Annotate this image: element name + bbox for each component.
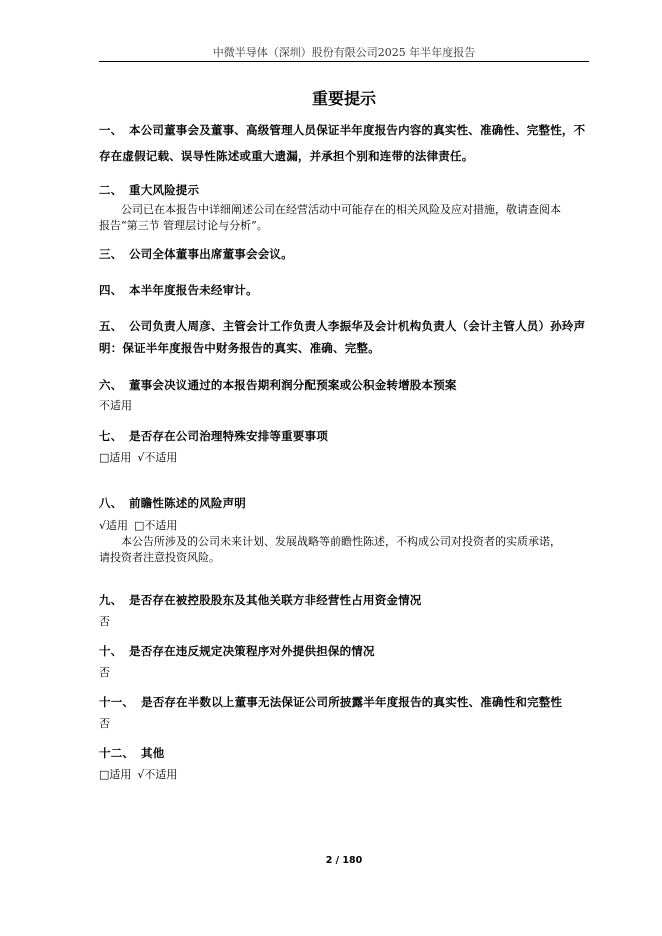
section-6-text: 董事会决议通过的本报告期利润分配预案或公积金转增股本预案 — [129, 378, 457, 392]
section-3-heading — [99, 241, 589, 267]
section-9-number: 九、 — [99, 593, 123, 607]
page-number: 2 / 180 — [325, 855, 363, 866]
section-11-body: 否 — [99, 717, 110, 730]
section-12-text: 其他 — [141, 746, 165, 760]
section-11-heading — [99, 689, 589, 715]
section-2-body-line1: 公司已在本报告中详细阐述公司在经营活动中可能存在的相关风险及应对措施，敬请查阅本 — [121, 203, 561, 216]
section-8-options — [99, 518, 589, 534]
section-2-text: 重大风险提示 — [129, 183, 200, 197]
section-6-heading — [99, 372, 589, 398]
section-2-heading — [99, 177, 589, 203]
section-12-heading — [99, 740, 589, 766]
section-9-text: 是否存在被控股股东及其他关联方非经营性占用资金情况 — [129, 593, 422, 607]
section-5-number: 五、 — [99, 319, 123, 333]
section-3-number: 三、 — [99, 247, 123, 261]
page-header: 中微半导体（深圳）股份有限公司2025 年半年度报告 — [212, 46, 476, 59]
section-7-text: 是否存在公司治理特殊安排等重要事项 — [129, 429, 328, 443]
section-10-number: 十、 — [99, 644, 123, 658]
section-2-body-line2: 报告“第三节 管理层讨论与分析”。 — [99, 219, 268, 232]
section-8-heading — [99, 490, 589, 516]
section-8-text: 前瞻性陈述的风险声明 — [129, 496, 246, 510]
section-12-option-not-applicable: √不适用 — [137, 768, 178, 781]
section-11-text: 是否存在半数以上董事无法保证公司所披露半年度报告的真实性、准确性和完整性 — [141, 695, 563, 709]
section-3-text: 公司全体董事出席董事会会议。 — [129, 247, 293, 261]
section-8-body-line1: 本公告所涉及的公司未来计划、发展战略等前瞻性陈述，不构成公司对投资者的实质承诺， — [121, 535, 561, 548]
section-10-heading — [99, 638, 589, 664]
section-10-text: 是否存在违反规定决策程序对外提供担保的情况 — [129, 644, 375, 658]
section-7-option-not-applicable: √不适用 — [137, 451, 178, 464]
page-title: 重要提示 — [311, 89, 376, 108]
section-5-text: 公司负责人周彦、主管会计工作负责人李振华及会计机构负责人（会计主管人员）孙玲声 — [129, 319, 586, 333]
section-12-option-applicable: □适用 — [99, 768, 132, 781]
section-7-option-applicable: □适用 — [99, 451, 132, 464]
section-12-options — [99, 767, 589, 783]
header-divider — [99, 61, 589, 62]
section-8-option-applicable: √适用 — [99, 519, 129, 532]
section-7-number: 七、 — [99, 429, 123, 443]
section-5-heading-line2: 明：保证半年度报告中财务报告的真实、准确、完整。 — [99, 341, 380, 355]
section-7-options — [99, 450, 589, 466]
section-1-text: 本公司董事会及董事、高级管理人员保证半年度报告内容的真实性、准确性、完整性，不 — [129, 123, 586, 137]
section-1-heading-line2: 存在虚假记载、误导性陈述或重大遗漏，并承担个别和连带的法律责任。 — [99, 149, 474, 163]
section-10-body: 否 — [99, 666, 110, 679]
section-8-body-line2: 请投资者注意投资风险。 — [99, 551, 220, 564]
section-8-number: 八、 — [99, 496, 123, 510]
section-6-number: 六、 — [99, 378, 123, 392]
section-11-number: 十一、 — [99, 695, 135, 709]
section-1-number: 一、 — [99, 123, 123, 137]
section-2-number: 二、 — [99, 183, 123, 197]
section-12-number: 十二、 — [99, 746, 135, 760]
section-4-text: 本半年度报告未经审计。 — [129, 283, 258, 297]
section-4-number: 四、 — [99, 283, 123, 297]
section-7-heading — [99, 423, 589, 449]
section-9-body: 否 — [99, 615, 110, 628]
section-6-body: 不适用 — [99, 399, 132, 412]
section-8-option-not-applicable: □不适用 — [134, 519, 178, 532]
section-1-heading — [99, 117, 589, 143]
section-9-heading — [99, 587, 589, 613]
section-4-heading — [99, 277, 589, 303]
